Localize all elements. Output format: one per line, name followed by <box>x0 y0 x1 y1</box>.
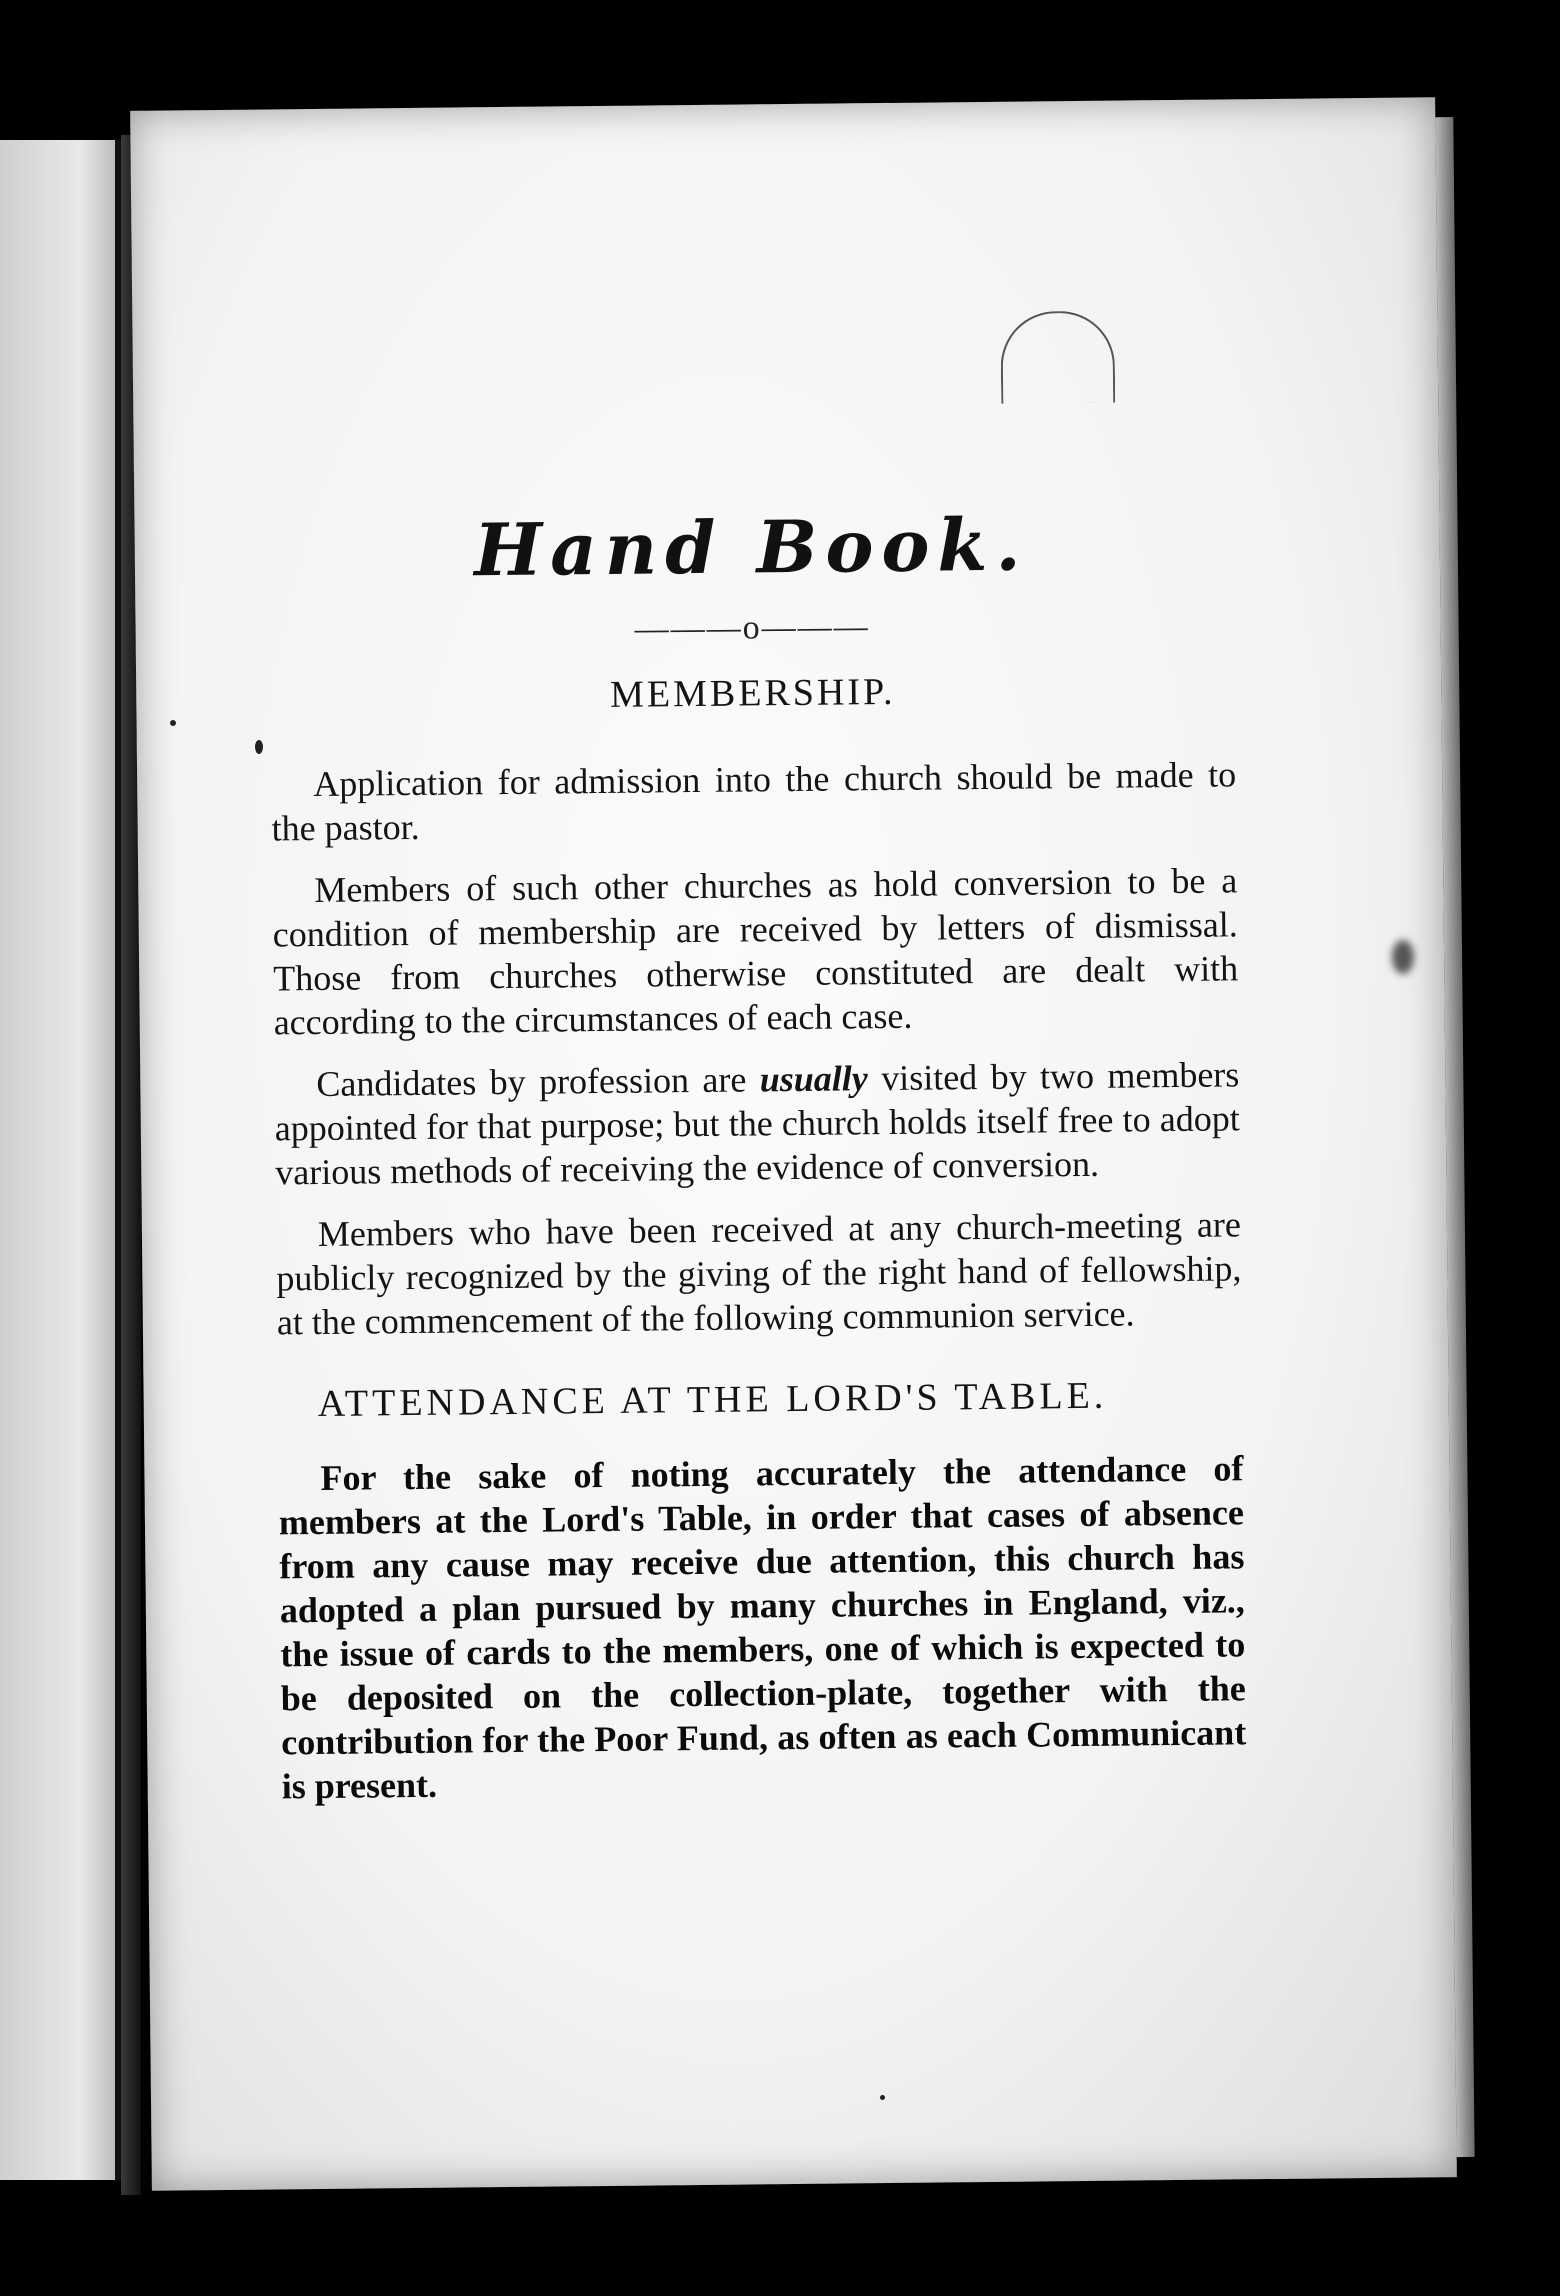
margin-speck <box>1392 940 1414 974</box>
candidates-emphasis: usually <box>759 1058 869 1100</box>
book-page <box>130 97 1457 2191</box>
paragraph-application: Application for admission into the church should be made to the pastor. <box>271 754 1237 849</box>
paragraph-recognition: Members who have been received at any church-meeting are publicly recognized by the giving of the right hand of fellowship, at the commencement of the following communion service. <box>276 1204 1242 1343</box>
page-edge <box>1435 117 1474 2157</box>
section-heading-attendance: ATTENDANCE AT THE LORD'S TABLE. <box>317 1374 1108 1425</box>
title-divider: ———o——— <box>634 608 870 648</box>
candidates-text-after: visited by two members appointed for that purpose; but the church holds itself free to adopt various methods of receiving the evidence of conversion. <box>274 1054 1240 1193</box>
candidates-text-before: Candidates by profession are <box>316 1059 760 1104</box>
paragraph-candidates <box>274 1052 1240 1194</box>
margin-speck <box>880 2095 885 2100</box>
margin-speck <box>255 740 263 754</box>
section-heading-membership: MEMBERSHIP. <box>609 670 896 716</box>
page-content <box>268 499 1247 1826</box>
facing-page-edge <box>0 140 121 2180</box>
margin-speck <box>170 720 176 726</box>
pencil-mark <box>1000 311 1115 404</box>
paragraph-attendance: For the sake of noting accurately the attendance of members at the Lord's Table, in order that cases of absence from any cause may receive due attention, this church has adopted a plan pursued by many churches in England, viz., the issue of cards to the members, one of which is expected to be deposited on the collection-plate, together with the contribution for the Poor Fund, as often as each Communicant is present. <box>278 1448 1247 1807</box>
paragraph-members-other-churches: Members of such other churches as hold conversion to be a condition of membership are received by letters of dismissal. Those from churches otherwise constituted are dealt with according to the circumstances of each case. <box>272 860 1239 1043</box>
page-title: Hand Book. <box>473 501 1029 593</box>
